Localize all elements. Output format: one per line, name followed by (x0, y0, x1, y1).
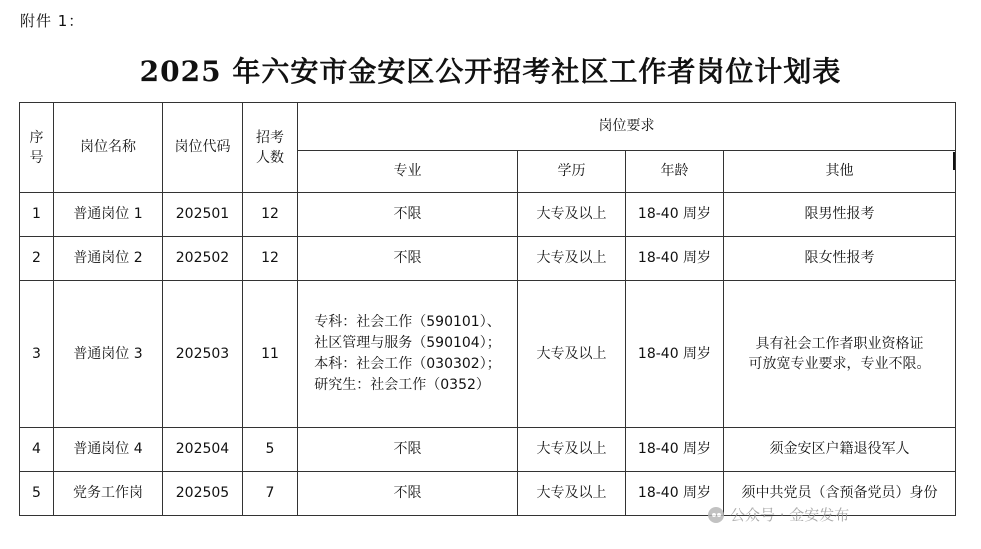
header-recruit-count: 招考 人数 (243, 103, 298, 193)
cell-seq: 3 (20, 281, 54, 428)
watermark (708, 504, 849, 525)
cell-position-code: 202502 (163, 237, 243, 281)
position-plan-table (19, 102, 956, 516)
cell-seq: 5 (20, 472, 54, 516)
cell-major: 不限 (298, 193, 518, 237)
cell-position-name: 普通岗位 2 (54, 237, 163, 281)
cell-position-code: 202505 (163, 472, 243, 516)
cell-recruit-count: 5 (243, 428, 298, 472)
cell-age: 18-40 周岁 (626, 428, 724, 472)
cell-other: 限女性报考 (724, 237, 956, 281)
other-line: 可放宽专业要求，专业不限。 (748, 356, 931, 372)
table-edge-mark (953, 152, 955, 170)
cell-position-code: 202501 (163, 193, 243, 237)
cell-age: 18-40 周岁 (626, 281, 724, 428)
header-requirements: 岗位要求 (298, 103, 956, 151)
cell-position-name: 普通岗位 3 (54, 281, 163, 428)
attachment-label: 附件 1： (20, 12, 85, 30)
cell-major: 不限 (298, 428, 518, 472)
header-major: 专业 (298, 151, 518, 193)
header-age: 年龄 (626, 151, 724, 193)
cell-major: 不限 (298, 472, 518, 516)
header-education: 学历 (518, 151, 626, 193)
header-row-primary (20, 103, 956, 151)
cell-education: 大专及以上 (518, 281, 626, 428)
watermark-text: 公众号 · 金安发布 (730, 506, 850, 524)
cell-other: 须金安区户籍退役军人 (724, 428, 956, 472)
cell-age: 18-40 周岁 (626, 193, 724, 237)
table-row (20, 281, 956, 428)
major-line: 研究生：社会工作（0352） (314, 377, 490, 393)
document-title: 2025 年六安市金安区公开招考社区工作者岗位计划表 (139, 55, 842, 88)
header-position-name: 岗位名称 (54, 103, 163, 193)
other-line: 具有社会工作者职业资格证 (755, 336, 924, 352)
cell-other: 限男性报考 (724, 193, 956, 237)
header-other: 其他 (724, 151, 956, 193)
cell-seq: 4 (20, 428, 54, 472)
cell-seq: 2 (20, 237, 54, 281)
cell-education: 大专及以上 (518, 193, 626, 237)
cell-recruit-count: 12 (243, 237, 298, 281)
cell-age: 18-40 周岁 (626, 472, 724, 516)
cell-other-multiline (724, 281, 956, 428)
major-line: 本科：社会工作（030302）； (314, 356, 501, 372)
major-line: 社区管理与服务（590104）； (314, 335, 501, 351)
cell-recruit-count: 11 (243, 281, 298, 428)
cell-position-name: 普通岗位 4 (54, 428, 163, 472)
cell-other: 须中共党员（含预备党员）身份 (724, 472, 956, 516)
cell-age: 18-40 周岁 (626, 237, 724, 281)
header-seq: 序 号 (20, 103, 54, 193)
cell-education: 大专及以上 (518, 428, 626, 472)
header-position-code: 岗位代码 (163, 103, 243, 193)
cell-recruit-count: 12 (243, 193, 298, 237)
cell-education: 大专及以上 (518, 237, 626, 281)
cell-position-name: 普通岗位 1 (54, 193, 163, 237)
table-row (20, 193, 956, 237)
table-row (20, 428, 956, 472)
cell-major: 不限 (298, 237, 518, 281)
cell-education: 大专及以上 (518, 472, 626, 516)
cell-recruit-count: 7 (243, 472, 298, 516)
cell-position-code: 202504 (163, 428, 243, 472)
cell-major-multiline (298, 281, 518, 428)
cell-seq: 1 (20, 193, 54, 237)
cell-position-name: 党务工作岗 (54, 472, 163, 516)
table-row (20, 237, 956, 281)
major-line: 专科：社会工作（590101）、 (314, 314, 501, 330)
cell-position-code: 202503 (163, 281, 243, 428)
wechat-icon (708, 507, 724, 523)
